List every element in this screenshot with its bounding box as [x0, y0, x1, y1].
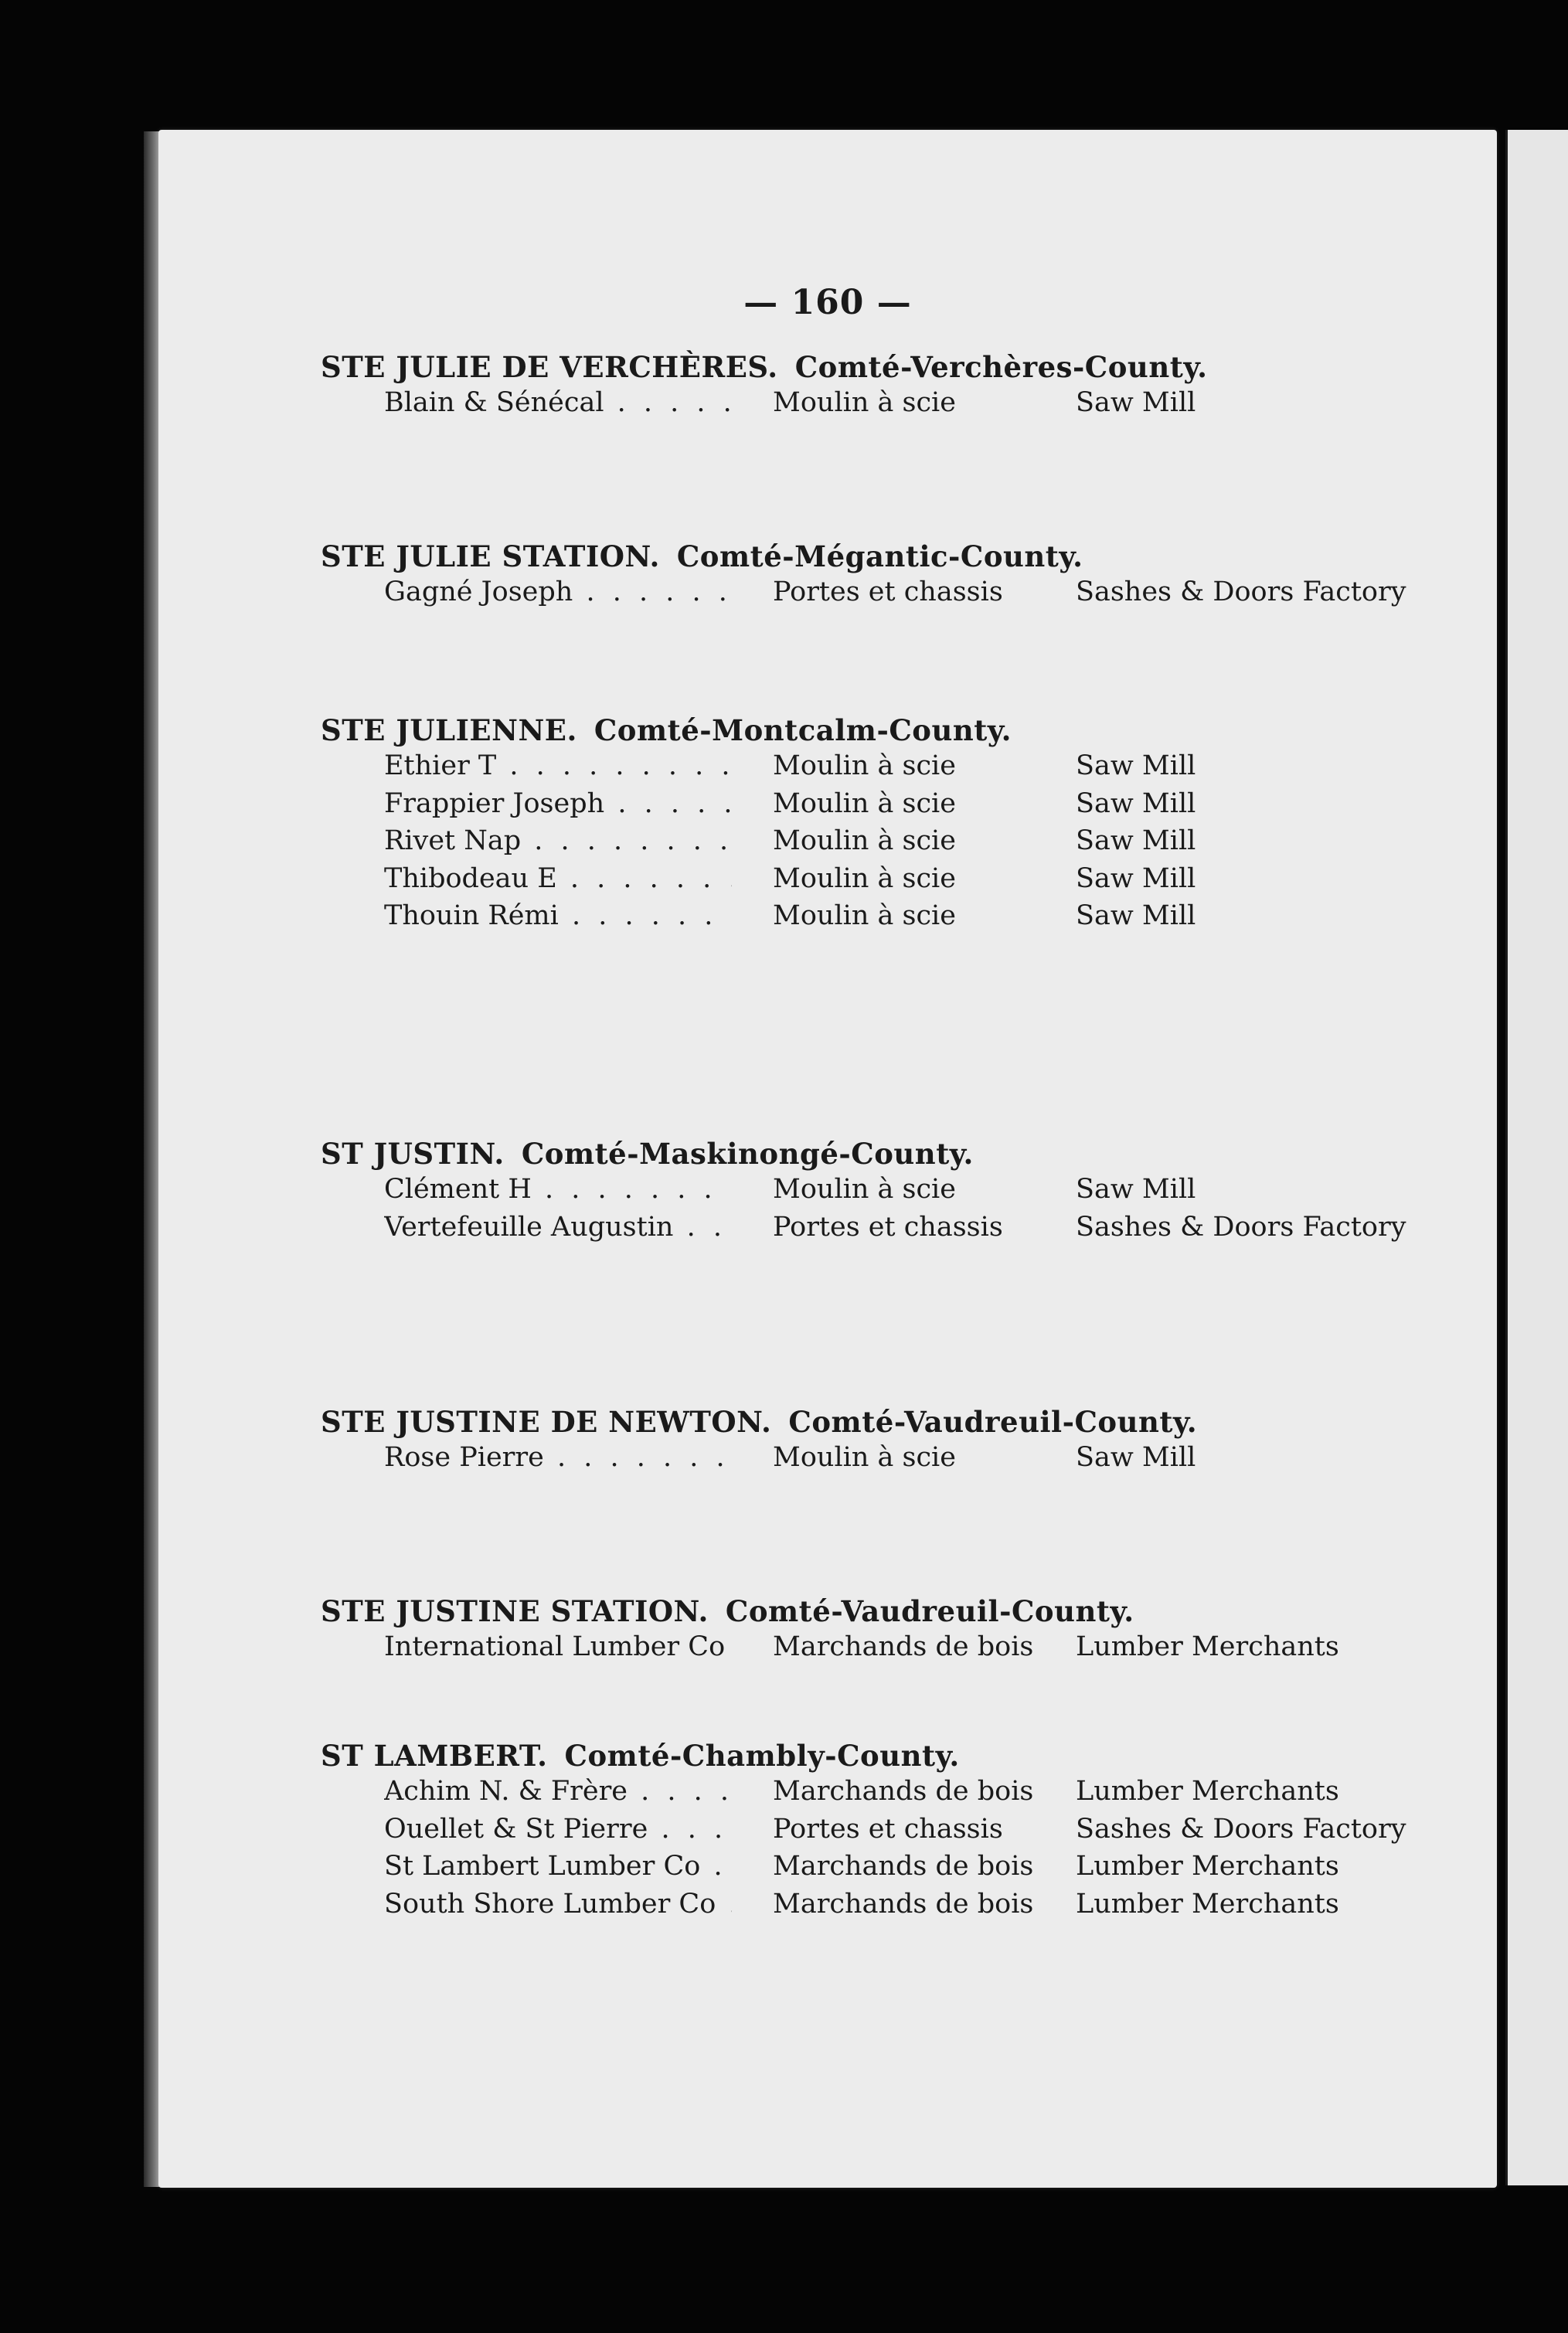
business-type-english: Sashes & Doors Factory	[1076, 1813, 1406, 1845]
business-entry	[158, 788, 1497, 825]
business-entry	[158, 576, 1497, 614]
business-type-english: Saw Mill	[1076, 387, 1196, 418]
business-entry	[158, 1889, 1497, 1926]
locality-name: ST LAMBERT.	[321, 1739, 548, 1773]
business-type-french: Moulin à scie	[765, 750, 956, 781]
county-name: Comté-Verchères-County.	[794, 350, 1208, 384]
locality-heading	[321, 713, 1012, 747]
business-entry	[158, 1174, 1497, 1211]
business-name: Rivet Nap . . .	[384, 825, 732, 856]
page-number: — 160 —	[743, 283, 912, 322]
business-entry	[158, 1212, 1497, 1249]
locality-name: ST JUSTIN.	[321, 1137, 505, 1171]
business-type-french: Marchands de bois	[765, 1889, 1033, 1920]
business-type-french: Moulin à scie	[765, 1174, 956, 1205]
business-type-french: Marchands de bois	[765, 1631, 1033, 1662]
business-type-english: Saw Mill	[1076, 862, 1196, 894]
business-name: Ethier T . . .	[384, 750, 732, 781]
business-type-english: Sashes & Doors Factory	[1076, 576, 1406, 607]
page-content	[158, 130, 1497, 2188]
business-name: Clément H . . .	[384, 1174, 732, 1205]
business-type-english: Saw Mill	[1076, 1174, 1196, 1205]
business-name: South Shore Lumber Co . . .	[384, 1889, 732, 1920]
business-name: Blain & Sénécal . . .	[384, 387, 732, 418]
business-name: Ouellet & St Pierre . . .	[384, 1814, 732, 1845]
locality-name: STE JUSTINE STATION.	[321, 1594, 709, 1628]
business-name: Gagné Joseph . . .	[384, 576, 732, 607]
business-entry	[158, 1776, 1497, 1813]
business-type-english: Saw Mill	[1076, 787, 1196, 819]
county-name: Comté-Montcalm-County.	[594, 713, 1012, 747]
business-type-english: Saw Mill	[1076, 750, 1196, 781]
business-type-english: Sashes & Doors Factory	[1076, 1211, 1406, 1243]
locality-name: STE JUSTINE DE NEWTON.	[321, 1405, 772, 1439]
county-name: Comté-Chambly-County.	[564, 1739, 960, 1773]
business-entry	[158, 863, 1497, 900]
business-type-english: Saw Mill	[1076, 1442, 1196, 1473]
business-name: Vertefeuille Augustin . . .	[384, 1212, 732, 1243]
business-name: Thouin Rémi . . .	[384, 900, 732, 931]
county-name: Comté-Maskinongé-County.	[521, 1137, 974, 1171]
book-page	[158, 130, 1497, 2188]
facing-page-edge	[1505, 130, 1568, 2185]
business-type-french: Portes et chassis	[765, 1814, 1003, 1845]
county-name: Comté-Vaudreuil-County.	[725, 1594, 1134, 1628]
business-type-english: Saw Mill	[1076, 825, 1196, 856]
business-type-english: Lumber Merchants	[1076, 1851, 1339, 1882]
locality-heading	[321, 539, 1083, 573]
business-name: Thibodeau E . . .	[384, 863, 732, 894]
business-name: International Lumber Co . . .	[384, 1631, 732, 1662]
business-name: Rose Pierre . . .	[384, 1442, 732, 1473]
business-type-french: Marchands de bois	[765, 1776, 1033, 1807]
business-name: Frappier Joseph . . .	[384, 788, 732, 819]
business-type-english: Lumber Merchants	[1076, 1631, 1339, 1662]
business-type-french: Moulin à scie	[765, 1442, 956, 1473]
business-type-french: Moulin à scie	[765, 788, 956, 819]
business-type-french: Portes et chassis	[765, 1212, 1003, 1243]
locality-name: STE JULIENNE.	[321, 713, 577, 747]
business-type-english: Lumber Merchants	[1076, 1888, 1339, 1920]
locality-heading	[321, 1405, 1197, 1439]
county-name: Comté-Vaudreuil-County.	[788, 1405, 1198, 1439]
locality-heading	[321, 350, 1207, 384]
business-type-french: Marchands de bois	[765, 1851, 1033, 1882]
county-name: Comté-Mégantic-County.	[676, 539, 1083, 573]
locality-name: STE JULIE STATION.	[321, 539, 660, 573]
business-type-english: Lumber Merchants	[1076, 1776, 1339, 1807]
business-type-english: Saw Mill	[1076, 900, 1196, 931]
business-entry	[158, 1442, 1497, 1479]
locality-heading	[321, 1137, 974, 1171]
business-type-french: Moulin à scie	[765, 863, 956, 894]
locality-heading	[321, 1739, 960, 1773]
business-type-french: Moulin à scie	[765, 900, 956, 931]
business-entry	[158, 1814, 1497, 1851]
business-type-french: Portes et chassis	[765, 576, 1003, 607]
business-entry	[158, 1851, 1497, 1888]
business-type-french: Moulin à scie	[765, 387, 956, 418]
business-entry	[158, 825, 1497, 862]
business-entry	[158, 750, 1497, 787]
business-type-french: Moulin à scie	[765, 825, 956, 856]
business-entry	[158, 900, 1497, 937]
locality-name: STE JULIE DE VERCHÈRES.	[321, 350, 778, 384]
locality-heading	[321, 1594, 1134, 1628]
business-entry	[158, 1631, 1497, 1668]
business-name: St Lambert Lumber Co . . .	[384, 1851, 732, 1882]
business-entry	[158, 387, 1497, 424]
business-name: Achim N. & Frère . . .	[384, 1776, 732, 1807]
